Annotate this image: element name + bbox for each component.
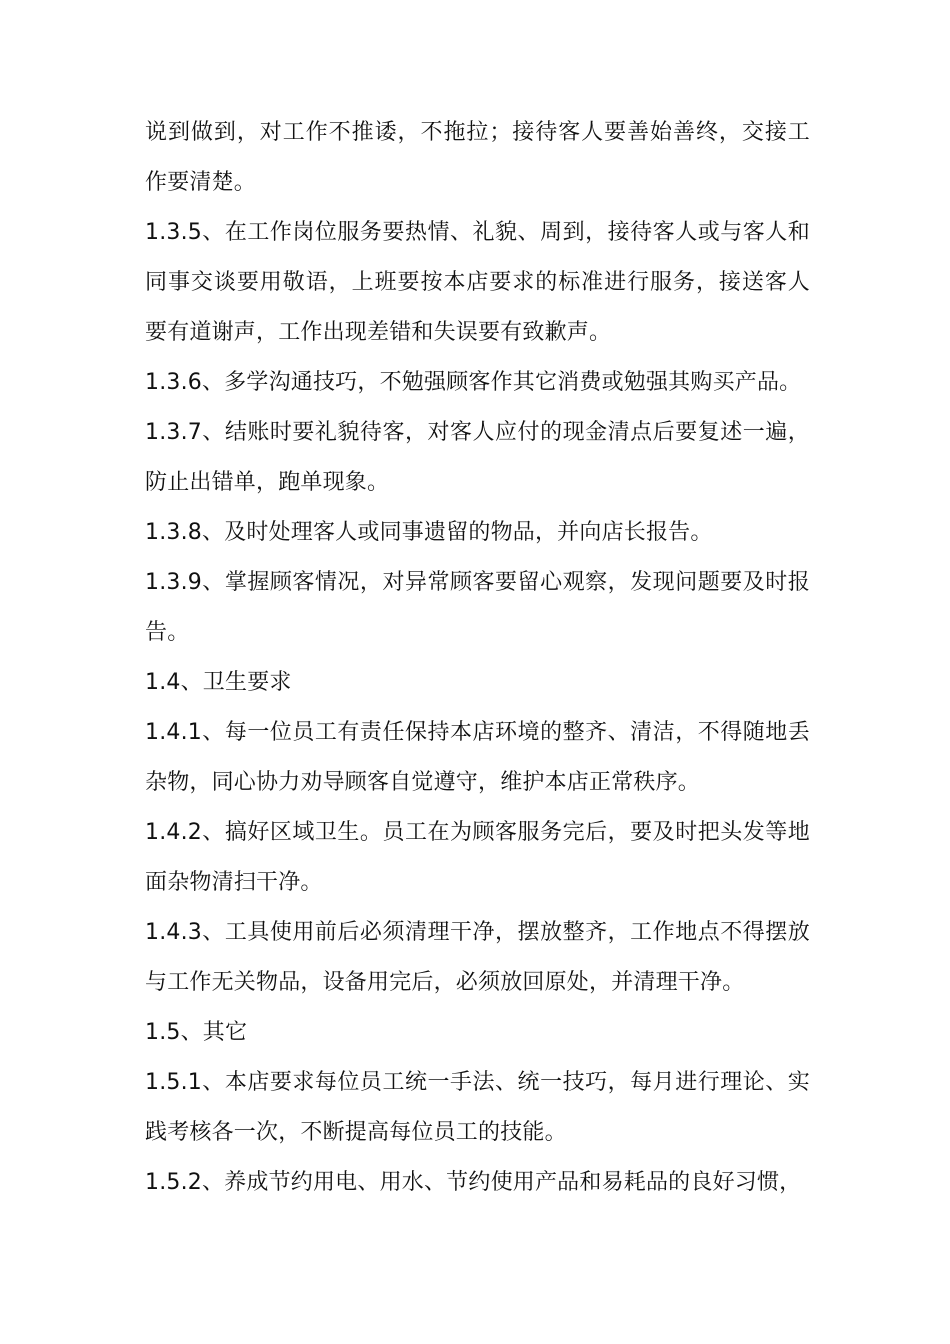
paragraph-1-4-1: 1.4.1、每一位员工有责任保持本店环境的整齐、清洁，不得随地丢杂物，同心协力劝导顾客自觉遵守，维护本店正常秩序。: [145, 720, 810, 795]
paragraph-1-3-8: 1.3.8、及时处理客人或同事遗留的物品，并向店长报告。: [145, 520, 713, 545]
paragraph-1-4-3: 1.4.3、工具使用前后必须清理干净，摆放整齐，工作地点不得摆放与工作无关物品，设备用完后，必须放回原处，并清理干净。: [145, 920, 810, 995]
section-heading-1-4: 1.4、卫生要求: [145, 670, 292, 695]
section-heading-1-5: 1.5、其它: [145, 1020, 248, 1045]
paragraph-1-5-1: 1.5.1、本店要求每位员工统一手法、统一技巧，每月进行理论、实践考核各一次，不断提高每位员工的技能。: [145, 1070, 810, 1145]
paragraph-1-3-7: 1.3.7、结账时要礼貌待客，对客人应付的现金清点后要复述一遍，防止出错单，跑单现象。: [145, 420, 810, 495]
paragraph-1-3-9: 1.3.9、掌握顾客情况，对异常顾客要留心观察，发现问题要及时报告。: [145, 570, 810, 645]
paragraph-1-5-2: 1.5.2、养成节约用电、用水、节约使用产品和易耗品的良好习惯，: [145, 1170, 802, 1195]
document-body: [145, 108, 810, 1208]
paragraph-1-4-2: 1.4.2、搞好区域卫生。员工在为顾客服务完后，要及时把头发等地面杂物清扫干净。: [145, 820, 810, 895]
paragraph-1-3-6: 1.3.6、多学沟通技巧，不勉强顾客作其它消费或勉强其购买产品。: [145, 370, 802, 395]
paragraph-continuation: 说到做到，对工作不推诿，不拖拉；接待客人要善始善终，交接工作要清楚。: [145, 120, 810, 195]
paragraph-1-3-5: 1.3.5、在工作岗位服务要热情、礼貌、周到，接待客人或与客人和同事交谈要用敬语，上班要按本店要求的标准进行服务，接送客人要有道谢声，工作出现差错和失误要有致歉声。: [145, 220, 810, 345]
